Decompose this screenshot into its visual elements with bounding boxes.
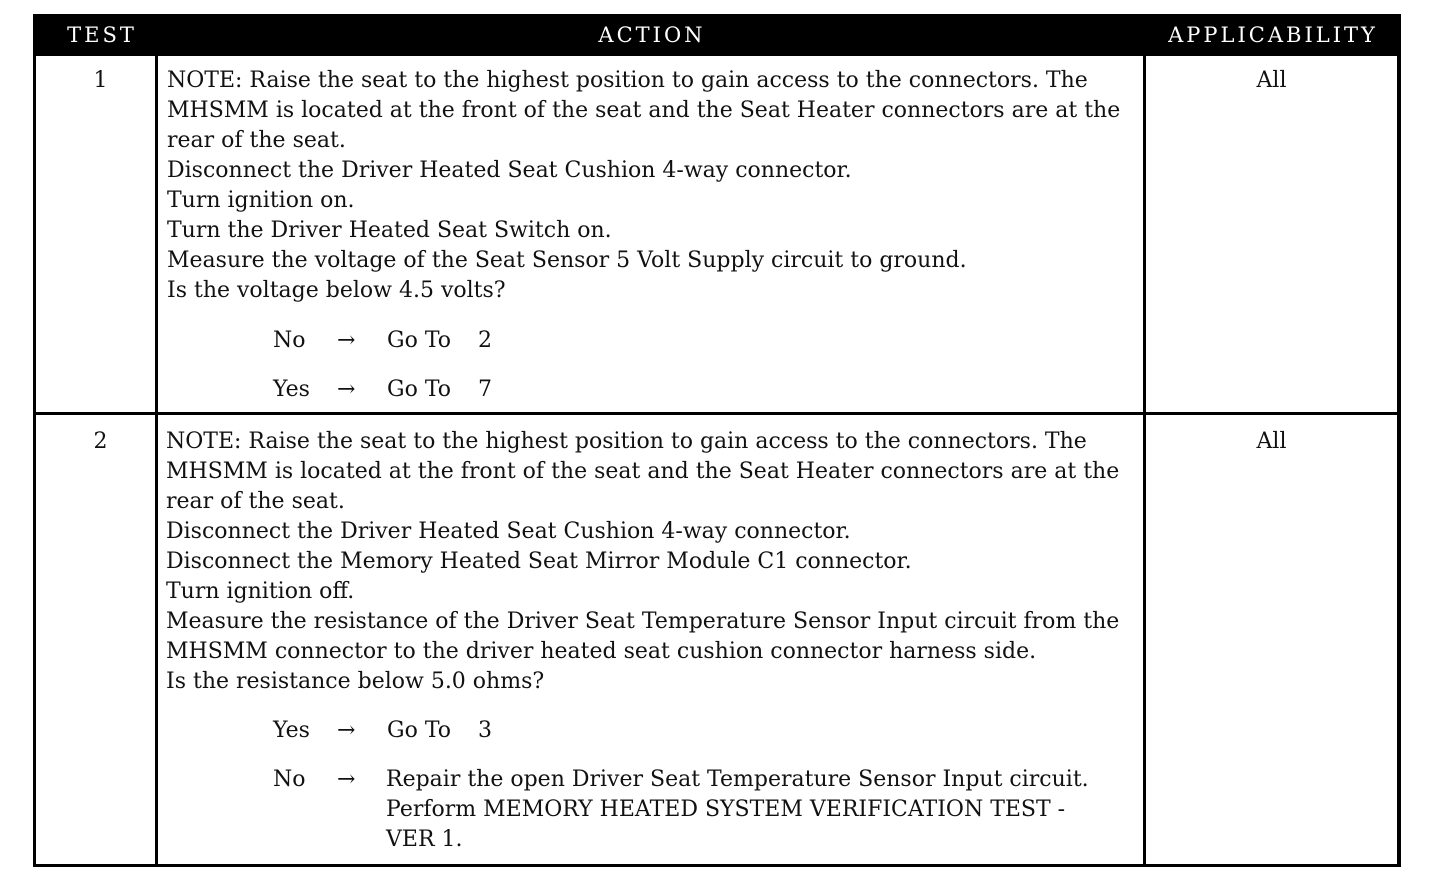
arrow-icon: → — [337, 718, 356, 743]
header-applicability: APPLICABILITY — [1168, 23, 1378, 47]
action-line: Is the resistance below 5.0 ohms? — [166, 669, 545, 694]
header-test: TEST — [67, 23, 137, 47]
outcome-answer: Yes — [273, 377, 310, 402]
header-action: ACTION — [598, 23, 706, 47]
action-text — [166, 427, 1119, 697]
arrow-icon: → — [337, 767, 356, 792]
action-line: Turn the Driver Heated Seat Switch on. — [167, 218, 612, 243]
outcome-no — [0, 326, 1440, 356]
action-line: NOTE: Raise the seat to the highest position to gain access to the connectors. The — [167, 68, 1088, 93]
outcome-answer: No — [273, 767, 306, 792]
result-line: VER 1. — [386, 827, 463, 852]
test-number: 2 — [93, 429, 108, 454]
outcome-yes — [0, 716, 1440, 746]
goto-target: 3 — [478, 718, 492, 743]
goto-label: Go To — [387, 328, 452, 353]
action-line: Disconnect the Driver Heated Seat Cushion 4-way connector. — [166, 519, 851, 544]
action-line: MHSMM is located at the front of the seat and the Seat Heater connectors are at the — [166, 459, 1120, 484]
action-line: Measure the resistance of the Driver Seat Temperature Sensor Input circuit from the — [166, 609, 1120, 634]
repair-instructions — [386, 765, 1089, 855]
action-line: Disconnect the Memory Heated Seat Mirror Module C1 connector. — [166, 549, 912, 574]
test-number: 1 — [93, 68, 108, 93]
action-line: Measure the voltage of the Seat Sensor 5 Volt Supply circuit to ground. — [167, 248, 967, 273]
action-line: Is the voltage below 4.5 volts? — [167, 278, 506, 303]
action-line: MHSMM is located at the front of the seat and the Seat Heater connectors are at the — [167, 98, 1121, 123]
action-line: Turn ignition off. — [166, 579, 355, 604]
goto-target: 7 — [478, 377, 492, 402]
applicability-value: All — [1256, 429, 1287, 454]
action-line: Turn ignition on. — [167, 188, 355, 213]
arrow-icon: → — [337, 328, 356, 353]
result-line: Perform MEMORY HEATED SYSTEM VERIFICATION TEST - — [386, 797, 1066, 822]
goto-label: Go To — [387, 377, 452, 402]
result-line: Repair the open Driver Seat Temperature Sensor Input circuit. — [386, 767, 1089, 792]
outcome-answer: Yes — [273, 718, 310, 743]
goto-target: 2 — [478, 328, 492, 353]
arrow-icon: → — [337, 377, 356, 402]
action-line: NOTE: Raise the seat to the highest position to gain access to the connectors. The — [166, 429, 1087, 454]
action-line: Disconnect the Driver Heated Seat Cushion 4-way connector. — [167, 158, 852, 183]
action-line: rear of the seat. — [166, 489, 345, 514]
applicability-value: All — [1256, 68, 1287, 93]
action-text — [167, 66, 1120, 306]
goto-label: Go To — [387, 718, 452, 743]
outcome-answer: No — [273, 328, 306, 353]
action-line: MHSMM connector to the driver heated seat cushion connector harness side. — [166, 639, 1037, 664]
outcome-yes — [0, 375, 1440, 405]
row-divider — [33, 412, 1401, 415]
action-line: rear of the seat. — [167, 128, 346, 153]
